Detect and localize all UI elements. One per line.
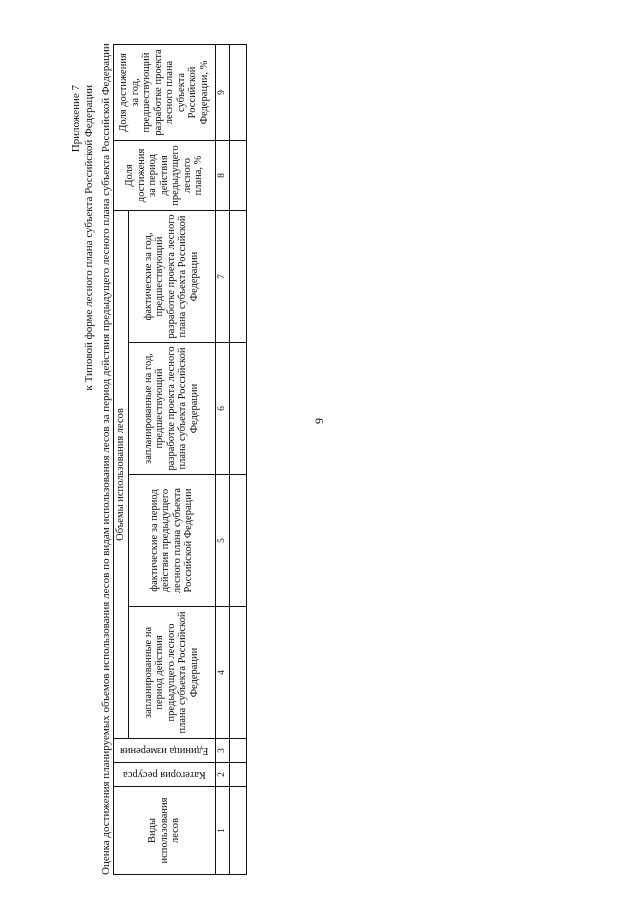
header-share-year: Доля достижения за год, предшествующий разработке проекта лесного плана субъекта Российской Федерации, % — [114, 44, 216, 140]
header-planned-year: запланированные на год, предшествующий разработке проекта лесного плана субъекта Российской Федерации — [128, 343, 215, 475]
page-number: 9 — [312, 418, 326, 424]
table-cell — [230, 343, 247, 475]
header-share-period: Доля достижения за период действия предыдущего лесного плана, % — [114, 140, 216, 210]
column-number-row — [215, 44, 230, 874]
col-num-9: 9 — [215, 44, 230, 140]
col-num-8: 8 — [215, 140, 230, 210]
table-cell — [230, 210, 247, 342]
header-resource-category — [114, 763, 216, 787]
table-cell — [230, 607, 247, 739]
rotated-page-content — [70, 43, 227, 875]
header-planned-period: запланированные на период действия предыдущего лесного плана субъекта Российской Федерации — [128, 607, 215, 739]
header-forest-use-types: Виды использования лесов — [114, 787, 216, 875]
col-num-3: 3 — [215, 739, 230, 763]
header-actual-period: фактические за период действия предыдущего лесного плана субъекта Российской Федерации — [128, 475, 215, 607]
col-num-2: 2 — [215, 763, 230, 787]
appendix-line-2: к Типовой форме лесного плана субъекта Российской Федерации — [83, 85, 95, 391]
header-usage-volumes: Объемы использования лесов — [114, 210, 129, 738]
table-cell — [230, 739, 247, 763]
table-cell — [230, 763, 247, 787]
table-title: Оценка достижения планируемых объемов использования лесов по видам использования лесов за период действия предыдущего лесного плана субъекта Российской Федерации — [100, 43, 112, 875]
header-unit-text: Единица измерения — [120, 745, 209, 757]
col-num-7: 7 — [215, 210, 230, 342]
col-num-4: 4 — [215, 607, 230, 739]
appendix-header — [70, 85, 96, 390]
col-num-1: 1 — [215, 787, 230, 875]
header-resource-category-text: Категория ресурса — [122, 769, 206, 781]
col-num-5: 5 — [215, 475, 230, 607]
header-row-1 — [114, 44, 129, 874]
table-cell — [230, 140, 247, 210]
table-row-empty — [230, 44, 247, 874]
table-cell — [230, 787, 247, 875]
table-cell — [230, 44, 247, 140]
col-num-6: 6 — [215, 343, 230, 475]
header-unit — [114, 739, 216, 763]
appendix-line-1: Приложение 7 — [70, 85, 82, 153]
assessment-table — [113, 44, 247, 875]
table-cell — [230, 475, 247, 607]
header-actual-year: фактические за год, предшествующий разработке проекта лесного плана субъекта Российской Федерации — [128, 210, 215, 342]
